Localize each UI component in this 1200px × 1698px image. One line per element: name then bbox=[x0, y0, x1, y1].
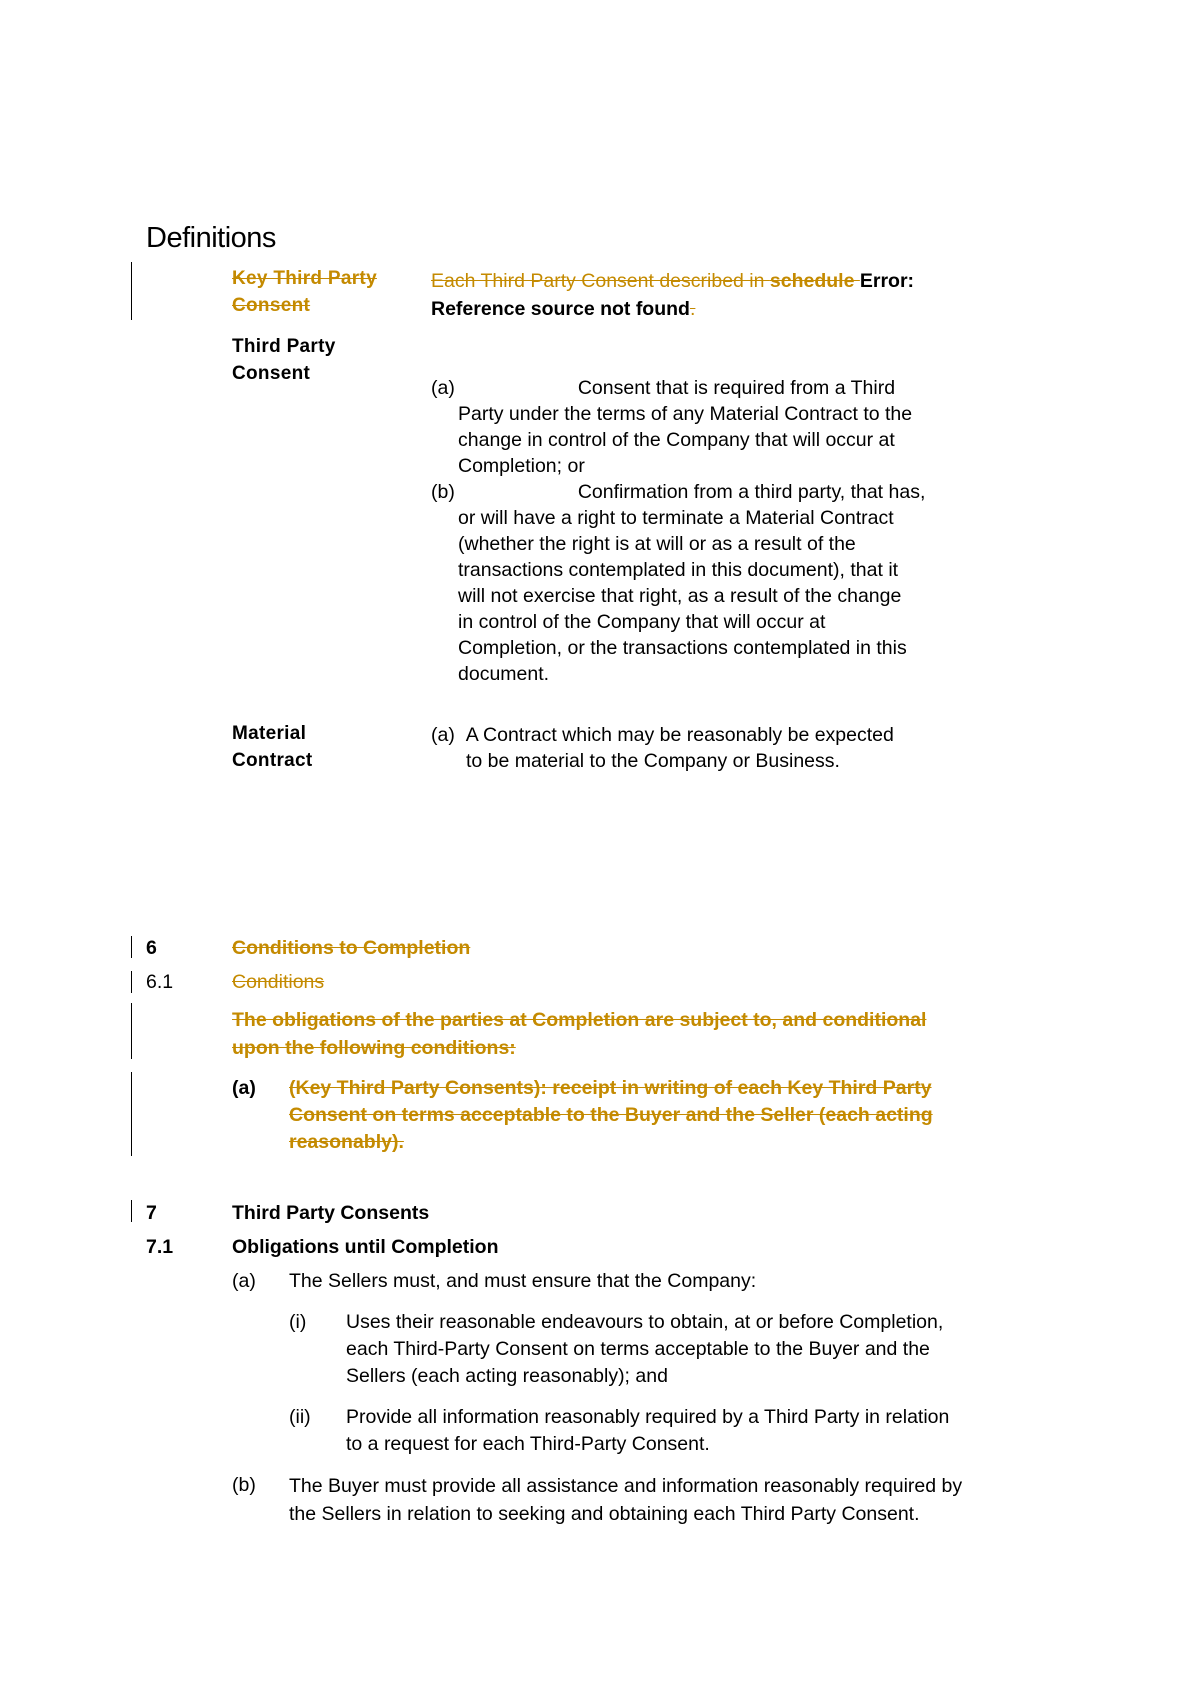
definition-item-a: (a) Consent that is required from a Third Party under the terms of any Material Contract to the change in control of the Company that will occur at Completion; or bbox=[431, 377, 913, 477]
definition-term-third-party-consent: Third Party Consent bbox=[232, 336, 336, 384]
change-bar bbox=[131, 936, 132, 958]
section-6-item-label: (a) bbox=[232, 1077, 256, 1099]
section-6-1-title: Conditions bbox=[232, 971, 325, 993]
section-6-item-text: (Key Third Party Consents): receipt in writing of each Key Third Party Consent on terms acceptable to the Buyer and the Seller (each acting reasonably). bbox=[289, 1077, 933, 1153]
section-7-1-number: 7.1 bbox=[146, 1236, 174, 1258]
change-bar bbox=[131, 1200, 132, 1222]
change-bar bbox=[131, 971, 132, 993]
clause-ii-label: (ii) bbox=[289, 1406, 311, 1428]
change-bar bbox=[131, 262, 132, 320]
clause-b-label: (b) bbox=[232, 1474, 256, 1496]
section-6-1-number: 6.1 bbox=[146, 971, 174, 993]
definition-term-material-contract: Material Contract bbox=[232, 723, 313, 771]
section-6-title: Conditions to Completion bbox=[232, 937, 471, 959]
section-7-title: Third Party Consents bbox=[232, 1202, 430, 1224]
definition-term-key-third-party-consent: Key Third Party Consent bbox=[232, 268, 377, 316]
change-bar bbox=[131, 1072, 132, 1156]
section-7-number: 7 bbox=[146, 1202, 157, 1224]
clause-a-label: (a) bbox=[232, 1270, 256, 1292]
section-7-1-title: Obligations until Completion bbox=[232, 1236, 499, 1258]
clause-i-text: Uses their reasonable endeavours to obtain, at or before Completion, each Third-Party Consent on terms acceptable to the Buyer and the Sellers (each acting reasonably); and bbox=[346, 1311, 944, 1387]
definition-item-b: (b) Confirmation from a third party, that has, or will have a right to terminate a Material Contract (whether the right is at will or as a result of the transactions contemplated in this document), that it will not exercise that right, as a result of the change in control of the Company that will occur at Completion, or the transactions contemplated in this document. bbox=[431, 481, 926, 685]
clause-b-text: The Buyer must provide all assistance and information reasonably required by the Sellers in relation to seeking and obtaining each Third Party Consent. bbox=[289, 1475, 963, 1525]
definition-body-key-third-party-consent: Each Third Party Consent described in schedule Error: Reference source not found. bbox=[431, 270, 915, 320]
page-heading: Definitions bbox=[146, 222, 276, 254]
section-6-number: 6 bbox=[146, 937, 157, 959]
clause-ii-text: Provide all information reasonably required by a Third Party in relation to a request for each Third-Party Consent. bbox=[346, 1406, 950, 1455]
clause-a-text: The Sellers must, and must ensure that the Company: bbox=[289, 1270, 757, 1292]
definition-body-material-contract: (a) A Contract which may be reasonably be expected to be material to the Company or Business. bbox=[431, 724, 894, 772]
clause-i-label: (i) bbox=[289, 1311, 307, 1333]
change-bar bbox=[131, 1003, 132, 1059]
section-6-1-paragraph: The obligations of the parties at Completion are subject to, and conditional upon the following conditions: bbox=[232, 1009, 927, 1059]
